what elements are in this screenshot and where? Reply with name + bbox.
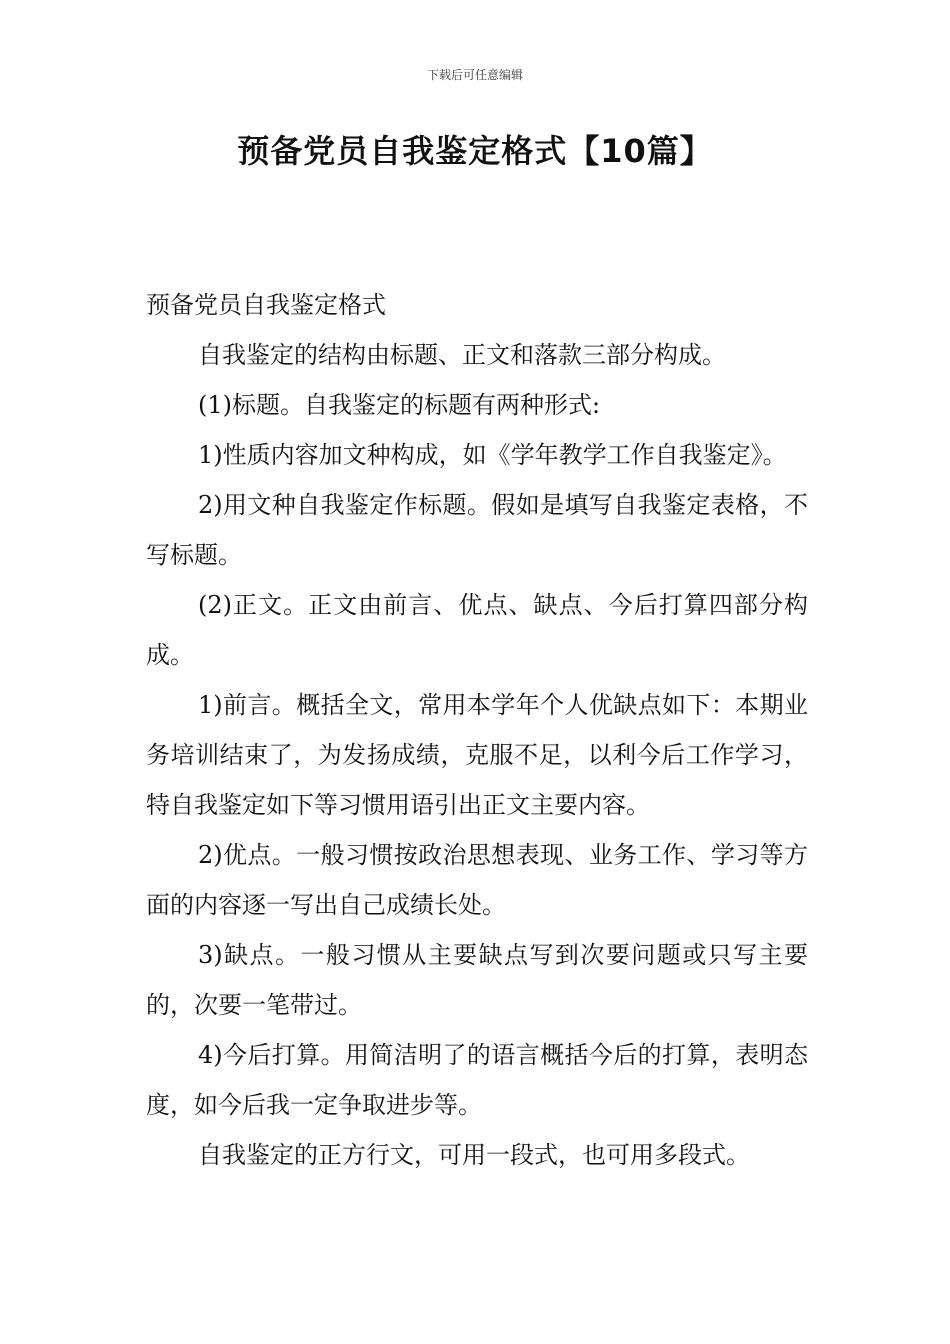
header-note: 下载后可任意编辑: [426, 68, 523, 82]
document-title: 预备党员自我鉴定格式【10篇】: [237, 132, 713, 170]
paragraph: 4)今后打算。用简洁明了的语言概括今后的打算，表明态度，如今后我一定争取进步等。: [146, 1041, 808, 1119]
paragraph: 自我鉴定的正方行文，可用一段式，也可用多段式。: [198, 1141, 750, 1169]
paragraph: 1)前言。概括全文，常用本学年个人优缺点如下：本期业务培训结束了，为发扬成绩，克服不足，以利今后工作学习，特自我鉴定如下等习惯用语引出正文主要内容。: [146, 691, 808, 819]
paragraph: 1)性质内容加文种构成，如《学年教学工作自我鉴定》。: [198, 441, 787, 469]
paragraph: 自我鉴定的结构由标题、正文和落款三部分构成。: [198, 341, 726, 369]
paragraph: (2)正文。正文由前言、优点、缺点、今后打算四部分构成。: [146, 591, 808, 669]
paragraph: 2)优点。一般习惯按政治思想表现、业务工作、学习等方面的内容逐一写出自己成绩长处。: [146, 841, 808, 919]
paragraph: (1)标题。自我鉴定的标题有两种形式:: [198, 391, 601, 419]
document-body: [146, 280, 808, 1180]
paragraph: 3)缺点。一般习惯从主要缺点写到次要问题或只写主要的，次要一笔带过。: [146, 941, 808, 1019]
section-heading: 预备党员自我鉴定格式: [146, 291, 386, 319]
paragraph: 2)用文种自我鉴定作标题。假如是填写自我鉴定表格，不写标题。: [146, 491, 808, 569]
